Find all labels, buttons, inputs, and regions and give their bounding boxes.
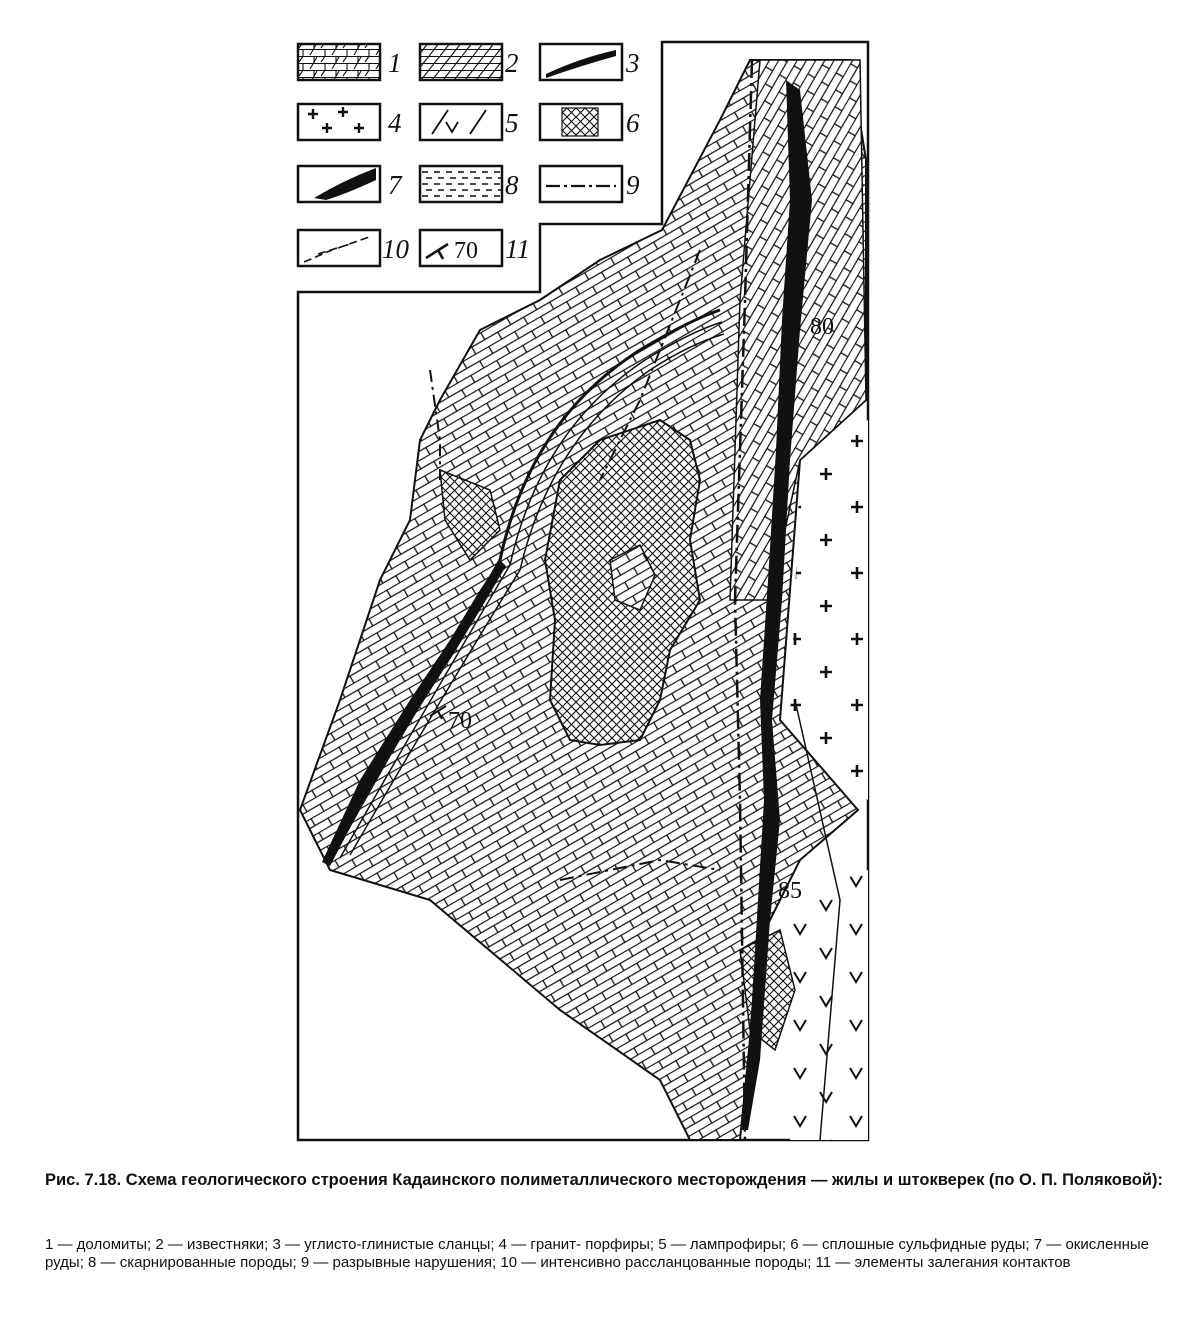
legend-number-4: 4	[388, 108, 402, 138]
legend-swatch-6-ore	[562, 108, 598, 136]
legend-number-1: 1	[388, 48, 402, 78]
legend-number-6: 6	[626, 108, 640, 138]
figure-caption-title: Рис. 7.18. Схема геологического строения Кадаинского полиметаллического месторождения — жилы и штокверек (по О. П. Поляковой):	[45, 1171, 1163, 1189]
legend-swatch-2	[420, 44, 502, 80]
legend-swatch-8	[420, 166, 502, 202]
legend-number-9: 9	[626, 170, 640, 200]
legend-number-3: 3	[626, 48, 640, 78]
legend-swatch-9	[540, 166, 622, 202]
map-label-dip-east-lower: 85	[778, 878, 802, 904]
legend-swatch-4	[298, 104, 380, 140]
legend-swatch-11-dip-value: 70	[454, 238, 478, 264]
legend-number-11: 11	[505, 234, 530, 264]
legend-number-5: 5	[505, 108, 519, 138]
legend-number-8: 8	[505, 170, 519, 200]
map-label-dip-west: 70	[448, 708, 472, 734]
legend-swatch-1	[298, 44, 380, 80]
legend-number-2: 2	[505, 48, 519, 78]
legend-number-7: 7	[388, 170, 402, 200]
legend-number-10: 10	[382, 234, 409, 264]
map-label-dip-east-upper: 80	[810, 314, 834, 340]
lamprophyre-area	[790, 870, 868, 1140]
legend-swatch-5	[420, 104, 502, 140]
figure-caption-legend: 1 — доломиты; 2 — известняки; 3 — углисто-глинистые сланцы; 4 — гранит- порфиры; 5 — лампрофиры; 6 — сплошные сульфидные руды; 7 — окисленные руды; 8 — скарнированные породы; 9 — разрывные нарушения; 10 — интенсивно рассланцованные породы; 11 — элементы залегания контактов	[45, 1236, 1150, 1271]
